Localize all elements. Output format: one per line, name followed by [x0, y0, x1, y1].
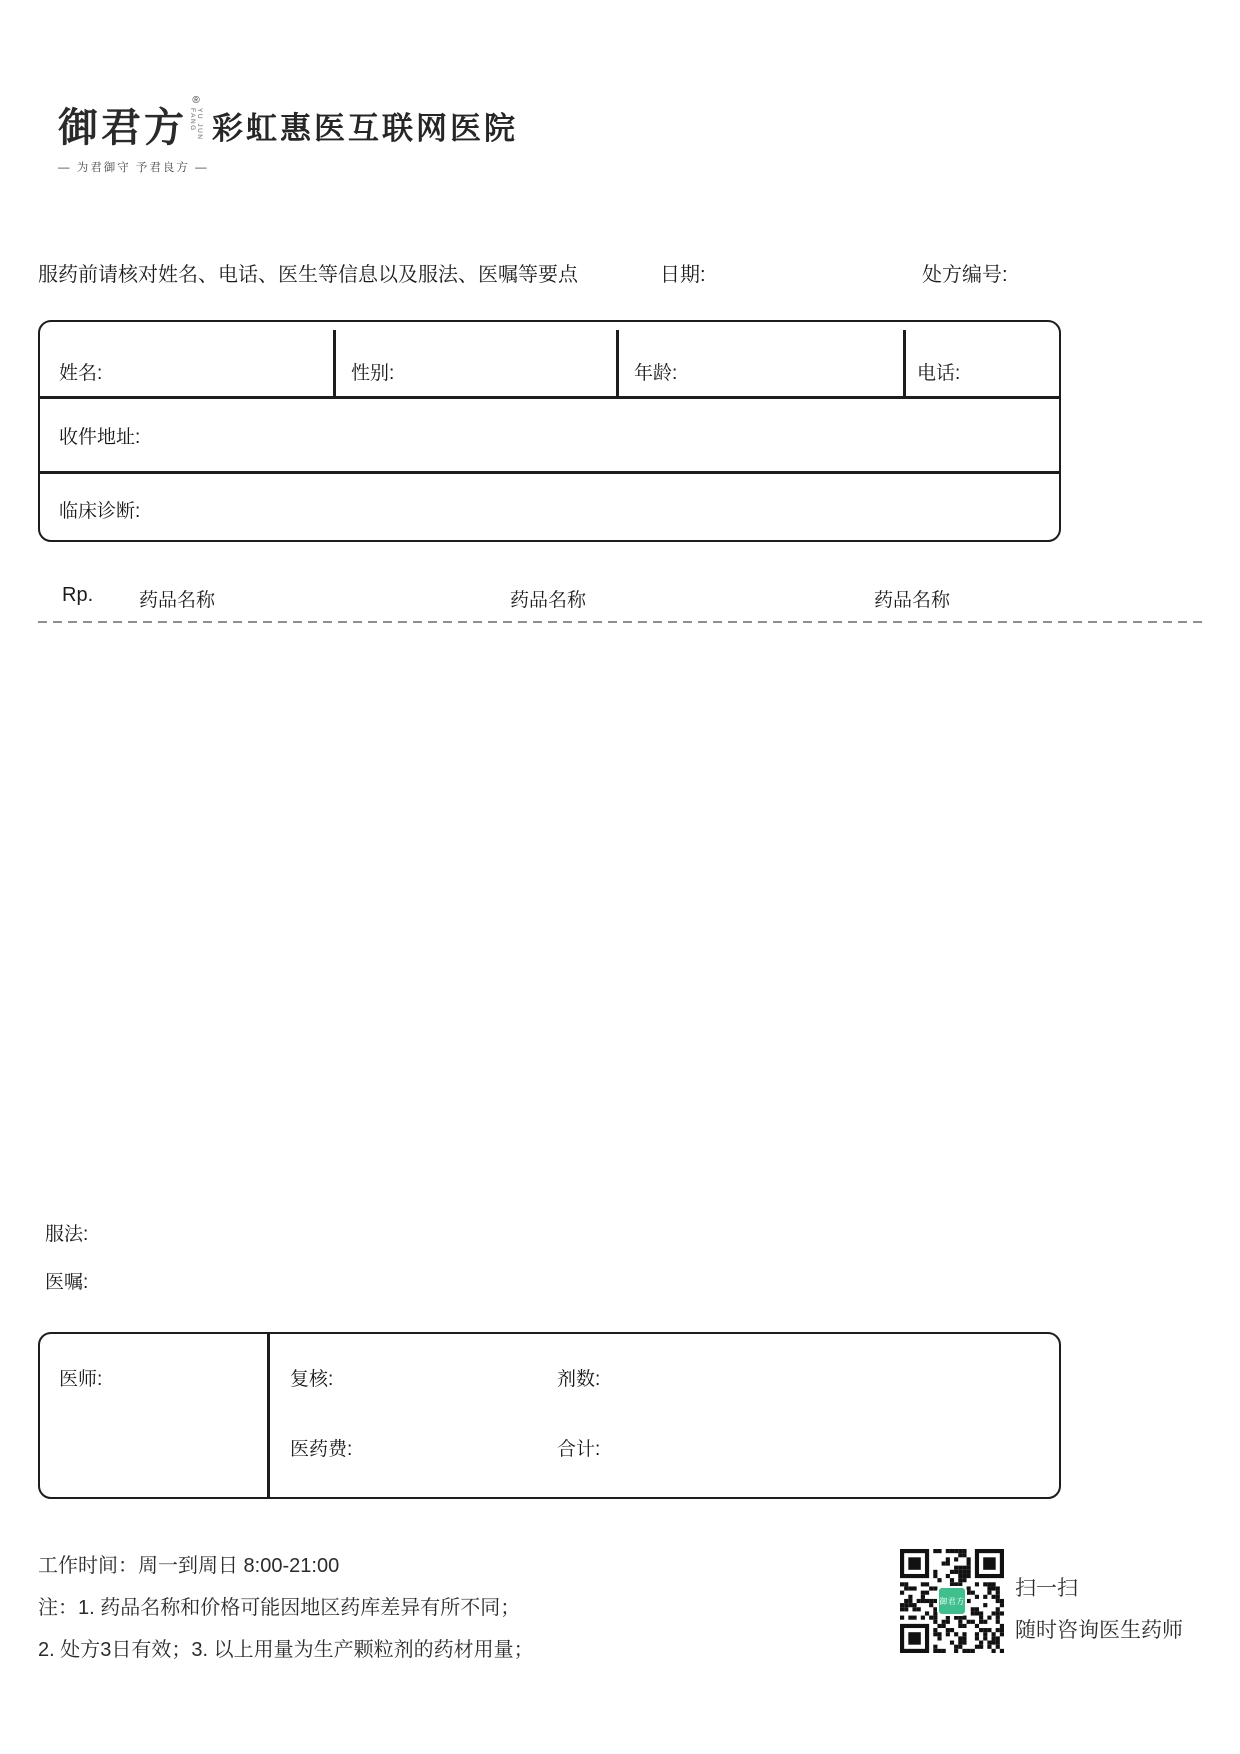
total-label: 合计: [557, 1439, 601, 1460]
registered-trademark-icon: ® [192, 95, 200, 106]
footer-note-line2: 2. 处方3日有效；3. 以上用量为生产颗粒剂的药材用量； [38, 1639, 534, 1661]
gender-field-label: 性别: [351, 363, 395, 384]
qr-code [900, 1549, 1004, 1653]
rule-below-identity-row [40, 396, 1059, 399]
doctor-advice-label: 医嘱: [45, 1272, 89, 1293]
usage-method-label: 服法: [45, 1224, 89, 1245]
working-hours-text: 工作时间：周一到周日 8:00-21:00 [38, 1555, 340, 1577]
brand-mark-column [189, 96, 203, 144]
medicine-fee-label: 医药费: [290, 1439, 353, 1460]
phone-field-label: 电话: [917, 363, 961, 384]
brand-tagline: — 为君御守 予君良方 — [58, 162, 209, 174]
footer-note-line1: 注：1. 药品名称和价格可能因地区药库差异有所不同； [38, 1597, 521, 1619]
divider-age-phone [903, 330, 906, 396]
diagnosis-field-label: 临床诊断: [59, 501, 141, 522]
physician-label: 医师: [59, 1369, 103, 1390]
scan-title: 扫一扫 [1015, 1577, 1078, 1600]
drug-name-column-1: 药品名称 [139, 590, 216, 611]
drug-name-column-2: 药品名称 [510, 590, 587, 611]
name-field-label: 姓名: [59, 363, 103, 384]
brand-logo [58, 96, 209, 175]
divider-name-gender [333, 330, 336, 396]
brand-name: 御君方 [58, 105, 187, 150]
rule-below-address-row [40, 471, 1059, 474]
date-label: 日期: [660, 264, 706, 286]
rx-dashed-separator [38, 621, 1205, 623]
qr-center-badge [937, 1586, 967, 1616]
brand-name-pinyin: YU JUN FANG [189, 108, 203, 141]
address-field-label: 收件地址: [59, 427, 141, 448]
age-field-label: 年龄: [634, 363, 678, 384]
verify-notice-text: 服药前请核对姓名、电话、医生等信息以及服法、医嘱等要点 [38, 264, 578, 286]
divider-gender-age [616, 330, 619, 396]
divider-physician-column [267, 1334, 270, 1497]
review-label: 复核: [290, 1369, 334, 1390]
dose-count-label: 剂数: [557, 1369, 601, 1390]
scan-subtitle: 随时咨询医生药师 [1015, 1619, 1183, 1642]
rx-blank-area [38, 626, 1205, 1206]
drug-name-column-3: 药品名称 [874, 590, 951, 611]
qr-center-label: 御君方 [939, 1596, 965, 1606]
rp-label: Rp. [62, 584, 94, 606]
hospital-title: 彩虹惠医互联网医院 [212, 111, 518, 146]
rx-number-label: 处方编号: [922, 264, 1008, 286]
patient-info-box [38, 320, 1061, 542]
signature-fee-box [38, 1332, 1061, 1499]
